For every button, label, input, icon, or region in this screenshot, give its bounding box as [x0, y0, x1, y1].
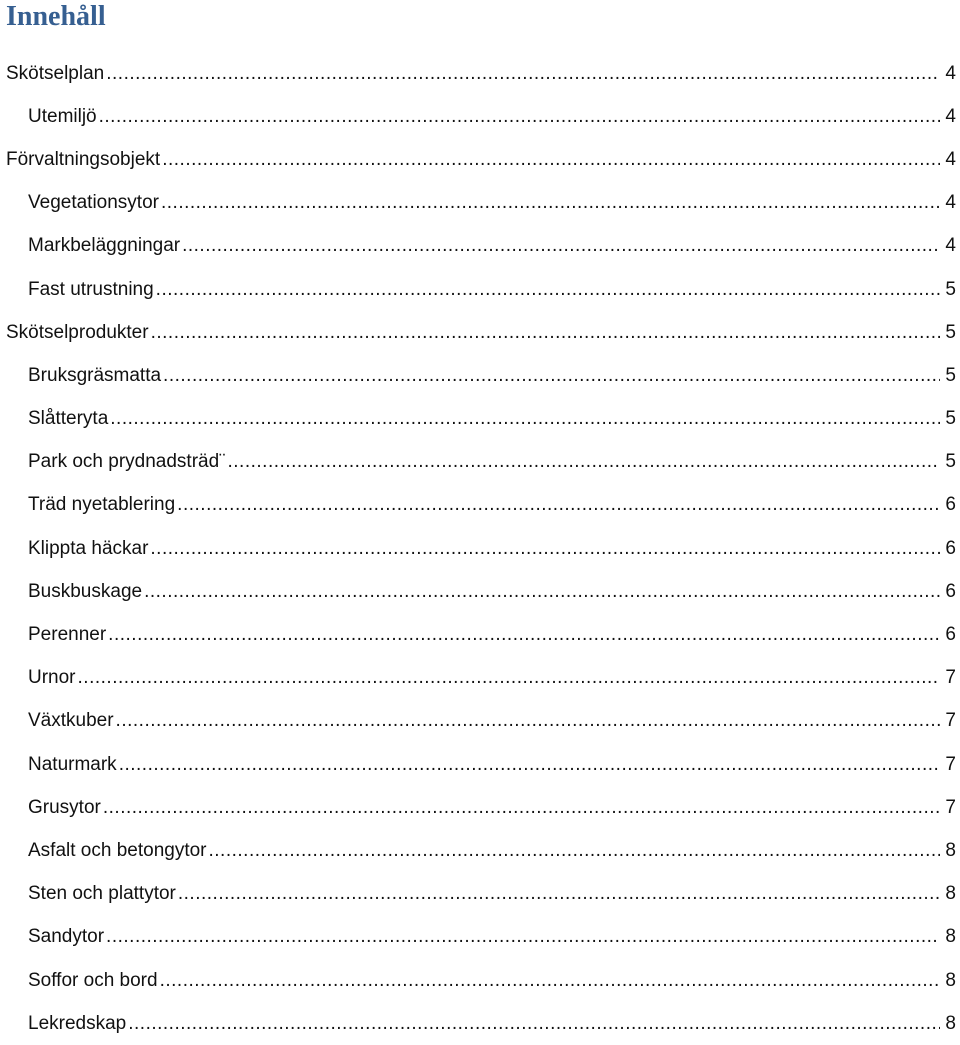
toc-entry-label: Skötselplan — [6, 62, 105, 84]
toc-entry-label: Utemiljö — [28, 105, 97, 127]
toc-entry[interactable] — [0, 657, 960, 700]
dot-leader — [150, 538, 940, 560]
toc-entry-label: Bruksgräsmatta — [28, 364, 162, 386]
toc-entry[interactable] — [0, 138, 960, 181]
toc-entry-label: Klippta häckar — [28, 537, 149, 559]
dot-leader — [161, 192, 940, 214]
toc-entry[interactable] — [0, 916, 960, 959]
dot-leader — [156, 279, 940, 301]
dot-leader — [228, 451, 941, 473]
toc-entry-label: Soffor och bord — [28, 969, 158, 991]
toc-entry-page: 4 — [945, 105, 956, 127]
toc-entry-label: Lekredskap — [28, 1012, 127, 1034]
dot-leader — [144, 581, 940, 603]
toc-entry-page: 8 — [945, 926, 956, 948]
toc-entry-label: Skötselprodukter — [6, 321, 149, 343]
dot-leader — [160, 970, 940, 992]
toc-entry-label: Park och prydnadsträd¨ — [28, 451, 226, 473]
toc-entry-label: Grusytor — [28, 796, 101, 818]
dot-leader — [106, 63, 940, 85]
toc-entry[interactable] — [0, 441, 960, 484]
toc-entry[interactable] — [0, 1002, 960, 1045]
toc-entry-label: Buskbuskage — [28, 580, 143, 602]
dot-leader — [209, 840, 941, 862]
toc-entry-label: Naturmark — [28, 753, 117, 775]
dot-leader — [182, 235, 940, 257]
toc-entry[interactable] — [0, 959, 960, 1002]
dot-leader — [177, 494, 940, 516]
toc-entry-label: Sten och plattytor — [28, 883, 176, 905]
toc-entry-label: Perenner — [28, 624, 107, 646]
dot-leader — [116, 710, 940, 732]
toc-entry[interactable] — [0, 873, 960, 916]
toc-entry-page: 5 — [945, 321, 956, 343]
toc-entry-page: 6 — [945, 624, 956, 646]
toc-entry-page: 8 — [945, 969, 956, 991]
toc-entry-page: 7 — [945, 753, 956, 775]
toc-entry-page: 8 — [945, 839, 956, 861]
dot-leader — [128, 1013, 940, 1035]
dot-leader — [163, 365, 940, 387]
toc-entry-page: 5 — [945, 364, 956, 386]
toc-entry-page: 4 — [945, 62, 956, 84]
dot-leader — [162, 149, 940, 171]
toc-entry-page: 7 — [945, 796, 956, 818]
toc-entry-page: 7 — [945, 667, 956, 689]
toc-entry[interactable] — [0, 829, 960, 872]
toc-entry[interactable] — [0, 398, 960, 441]
toc-list — [0, 52, 960, 1045]
dot-leader — [119, 754, 940, 776]
toc-entry[interactable] — [0, 95, 960, 138]
toc-entry[interactable] — [0, 743, 960, 786]
toc-entry-label: Förvaltningsobjekt — [6, 148, 161, 170]
toc-entry[interactable] — [0, 182, 960, 225]
toc-entry[interactable] — [0, 311, 960, 354]
toc-entry[interactable] — [0, 570, 960, 613]
toc-entry[interactable] — [0, 527, 960, 570]
toc-entry[interactable] — [0, 786, 960, 829]
toc-entry-label: Träd nyetablering — [28, 494, 176, 516]
dot-leader — [151, 322, 940, 344]
toc-entry[interactable] — [0, 52, 960, 95]
toc-entry-label: Vegetationsytor — [28, 192, 159, 214]
toc-entry-label: Urnor — [28, 667, 76, 689]
dot-leader — [99, 106, 940, 128]
toc-entry[interactable] — [0, 700, 960, 743]
toc-entry-page: 5 — [945, 451, 956, 473]
toc-entry[interactable] — [0, 268, 960, 311]
toc-entry-page: 4 — [945, 235, 956, 257]
toc-entry-page: 8 — [945, 1012, 956, 1034]
dot-leader — [103, 797, 940, 819]
dot-leader — [178, 883, 940, 905]
toc-entry-page: 6 — [945, 537, 956, 559]
dot-leader — [108, 624, 940, 646]
toc-entry[interactable] — [0, 484, 960, 527]
dot-leader — [106, 926, 940, 948]
toc-entry-label: Markbeläggningar — [28, 235, 181, 257]
toc-entry-label: Fast utrustning — [28, 278, 154, 300]
dot-leader — [110, 408, 940, 430]
dot-leader — [78, 667, 940, 689]
toc-title: Innehåll — [6, 1, 106, 32]
toc-entry-label: Asfalt och betongytor — [28, 839, 207, 861]
toc-entry-page: 4 — [945, 192, 956, 214]
toc-entry-page: 4 — [945, 148, 956, 170]
toc-entry-page: 5 — [945, 408, 956, 430]
toc-entry-label: Sandytor — [28, 926, 105, 948]
toc-entry-page: 8 — [945, 883, 956, 905]
toc-entry-page: 7 — [945, 710, 956, 732]
toc-entry[interactable] — [0, 354, 960, 397]
toc-entry-page: 5 — [945, 278, 956, 300]
toc-entry-label: Slåtteryta — [28, 408, 109, 430]
toc-entry[interactable] — [0, 225, 960, 268]
toc-entry-label: Växtkuber — [28, 710, 114, 732]
toc-entry[interactable] — [0, 613, 960, 656]
toc-entry-page: 6 — [945, 580, 956, 602]
toc-entry-page: 6 — [945, 494, 956, 516]
